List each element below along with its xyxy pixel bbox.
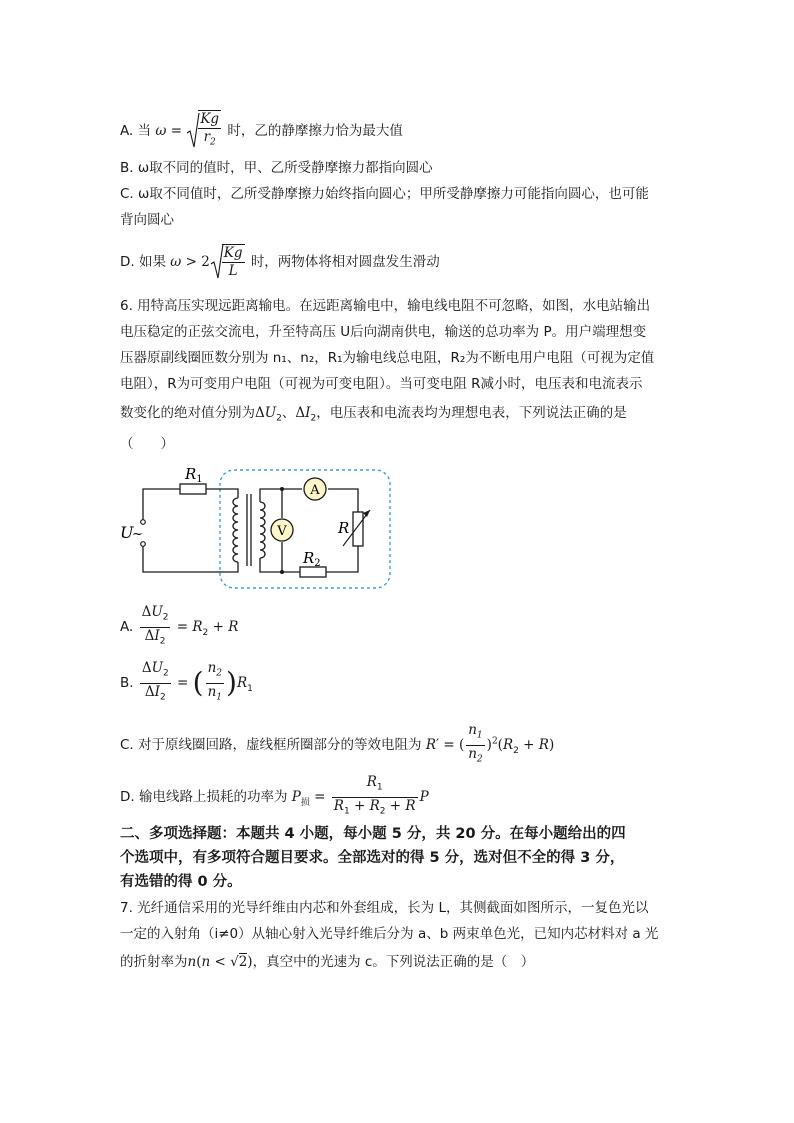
secondary-coil bbox=[260, 502, 265, 558]
primary-wire-bottom bbox=[143, 546, 238, 572]
voltmeter-label: V bbox=[277, 524, 287, 539]
q5-option-c-line1: C. ω取不同值时，乙所受静摩擦力始终指向圆心；甲所受静摩擦力可能指向圆心，也可能 bbox=[120, 186, 649, 202]
primary-wire-top bbox=[143, 489, 180, 520]
formula-omega-sqrt: ω bbox=[155, 122, 167, 139]
q5-option-c-line2: 背向圆心 bbox=[120, 212, 174, 228]
terminal-bottom bbox=[141, 542, 146, 547]
r1-label: $R_1$ bbox=[185, 465, 203, 485]
arrow-icon bbox=[363, 510, 370, 517]
q6-option-d: D. 输电线路上损耗的功率为 $P_损$ = $\frac{R_1}{R_1 + R_2 + R}$ P bbox=[120, 774, 429, 817]
primary-coil bbox=[233, 498, 238, 562]
q5-option-b: B. ω取不同的值时，甲、乙所受静摩擦力都指向圆心 bbox=[120, 160, 433, 176]
resistor-r2 bbox=[300, 567, 326, 577]
q6-line4: 电阻），R为可变用户电阻（可视为可变电阻）。当可变电阻 R减小时，电压表和电流表示 bbox=[120, 376, 643, 392]
section2-line3: 有选错的得 0 分。 bbox=[120, 874, 242, 890]
q6-option-b: B. $\frac{\Delta U_2}{\Delta I_2}$ = ( $\frac{n_2}{n_1}$ )$R_1$ bbox=[120, 660, 253, 703]
q6-line5: 数变化的绝对值分别为$\Delta U_2$、$\Delta I_2$，电压表和电流表均为理想电表，下列说法正确的是 bbox=[120, 405, 627, 424]
terminal-top bbox=[141, 520, 146, 525]
q6-line3: 压器原副线圈匝数分别为 n₁、n₂，R₁为输电线总电阻，R₂为不断电用户电阻（可视为定值 bbox=[120, 350, 655, 366]
q5-option-d: D. 如果 ω > 2 $\frac{Kg}{L}$ 时，两物体将相对圆盘发生滑动 bbox=[120, 242, 440, 282]
q6-option-a: A. $\frac{\Delta U_2}{\Delta I_2}$ = $R_2 + R$ bbox=[120, 604, 239, 647]
q6-line2: 电压稳定的正弦交流电，升至特高压 U后向湖南供电，输送的总功率为 P。用户端理想变 bbox=[120, 324, 647, 340]
r2-label: $R_2$ bbox=[303, 549, 321, 569]
q7-line1: 7. 光纤通信采用的光导纤维由内芯和外套组成，长为 L，其侧截面如图所示，一复色光以 bbox=[120, 900, 649, 916]
r-label: R bbox=[338, 519, 350, 537]
q7-line2: 一定的入射角（i≠0）从轴心射入光导纤维后分为 a、b 两束单色光，已知内芯材料对 a 光 bbox=[120, 926, 659, 942]
q5-option-a: A. 当 ω = $\frac{Kg}{r_2}$ 时，乙的静摩擦力恰为最大值 bbox=[120, 110, 403, 152]
ammeter-label: A bbox=[310, 483, 320, 498]
q6-line6: （ ） bbox=[120, 436, 174, 452]
section2-line1: 二、多项选择题：本题共 4 小题，每小题 5 分，共 20 分。在每小题给出的四 bbox=[120, 826, 626, 842]
q6-line1: 6. 用特高压实现远距离输电。在远距离输电中，输电线电阻不可忽略，如图，水电站输出 bbox=[120, 298, 651, 314]
q7-line3: 的折射率为n(n < √2)，真空中的光速为 c。下列说法正确的是（ ） bbox=[120, 954, 535, 970]
q6-option-c: C. 对于原线圈回路，虚线框所圈部分的等效电阻为 R′ = ( $\frac{n_1}{n_2}$ )$^2(R_2 + R)$ bbox=[120, 722, 555, 765]
variable-resistor bbox=[353, 512, 363, 546]
u-label: U bbox=[120, 523, 134, 542]
resistor-r1 bbox=[180, 484, 206, 494]
ac-symbol: ~ bbox=[132, 527, 143, 542]
section2-line2: 个选项中，有多项符合题目要求。全部选对的得 5 分，选对但不全的得 3 分， bbox=[120, 850, 625, 866]
